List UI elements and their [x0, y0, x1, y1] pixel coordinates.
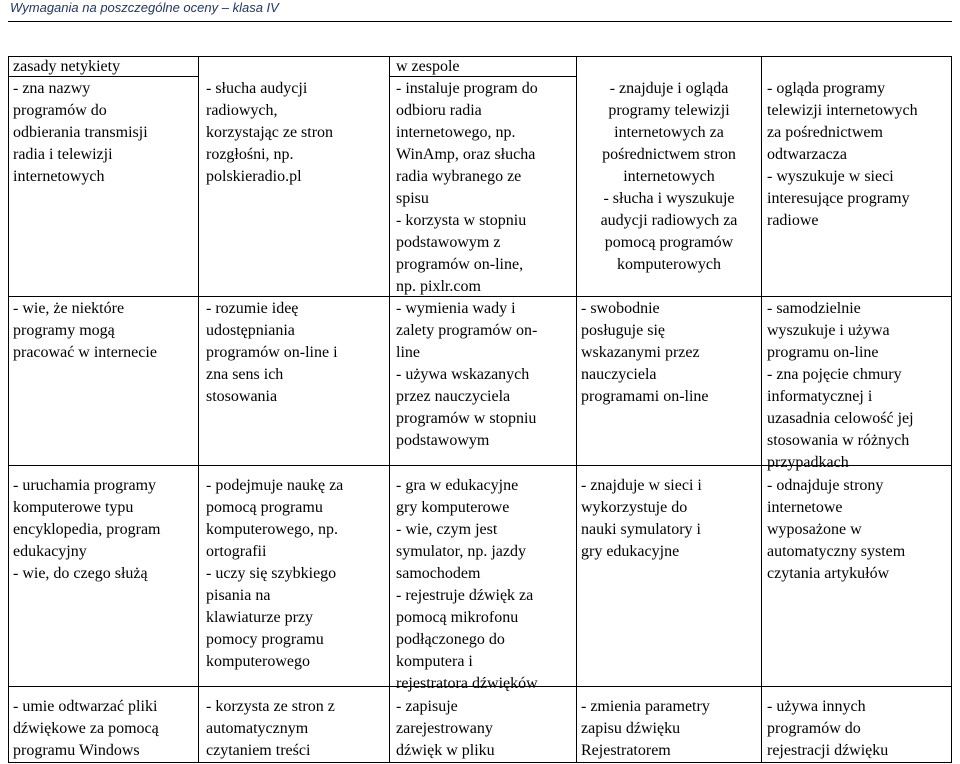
table-cell: w zespole	[396, 58, 460, 75]
table-cell: - podejmuje naukę za pomocą programu komputerowego, np. ortografii - uczy się szybkiego pisania na klawiaturze przy pomocy programu komputerowego	[206, 477, 344, 670]
table-cell: - odnajduje strony internetowe wyposażone w automatyczny system czytania artykułów	[767, 477, 906, 582]
column-divider	[576, 56, 577, 763]
table-cell: - zna nazwy programów do odbierania transmisji radia i telewizji internetowych	[13, 80, 148, 185]
table-cell: - korzysta ze stron z automatycznym czytaniem treści	[206, 698, 335, 759]
table-border-bottom	[8, 762, 952, 763]
table-cell: - słucha audycji radiowych, korzystając ze stron rozgłośni, np. polskieradio.pl	[206, 80, 334, 185]
table-cell: - znajduje w sieci i wykorzystuje do nauki symulatory i gry edukacyjne	[581, 477, 702, 560]
header-rule	[8, 21, 952, 22]
table-border-left	[8, 56, 9, 763]
table-cell: - gra w edukacyjne gry komputerowe - wie, czym jest symulator, np. jazdy samochodem - rejestruje dźwięk za pomocą mikrofonu podłączonego do komputera i rejestratora dźwięków	[396, 477, 538, 692]
table-cell: - znajduje i ogląda programy telewizji internetowych za pośrednictwem stron internetowych - słucha i wyszukuje audycji radiowych za pomocą programów komputerowych	[600, 80, 738, 273]
column-divider	[198, 56, 199, 763]
table-cell: - ogląda programy telewizji internetowych za pośrednictwem odtwarzacza - wyszukuje w sieci interesujące programy radiowe	[767, 80, 918, 229]
table-cell: - używa innych programów do rejestracji dźwięku	[767, 698, 889, 759]
table-border-right	[951, 56, 952, 763]
table-cell: - umie odtwarzać pliki dźwiękowe za pomocą programu Windows	[13, 698, 159, 759]
column-divider	[389, 56, 390, 763]
column-divider	[761, 56, 762, 763]
table-cell: - instaluje program do odbioru radia internetowego, np. WinAmp, oraz słucha radia wybranego ze spisu - korzysta w stopniu podstawowym z programów on-line, np. pixlr.com	[396, 80, 538, 295]
table-cell: - zapisuje zarejestrowany dźwięk w pliku	[396, 698, 495, 759]
table-cell: - zmienia parametry zapisu dźwięku Rejestratorem	[581, 698, 710, 759]
table-border-top	[8, 56, 952, 57]
table-cell: - samodzielnie wyszukuje i używa programu on-line - zna pojęcie chmury informatycznej i uzasadnia celowość jej stosowania w różnych przypadkach	[767, 300, 914, 471]
table-cell: - swobodnie posługuje się wskazanymi przez nauczyciela programami on-line	[581, 300, 709, 405]
table-cell: - wie, że niektóre programy mogą pracować w internecie	[13, 300, 157, 361]
table-cell: zasady netykiety	[13, 58, 121, 75]
document-header: Wymagania na poszczególne oceny – klasa IV	[10, 0, 279, 15]
requirements-table	[8, 56, 952, 763]
table-cell: - rozumie ideę udostępniania programów on-line i zna sens ich stosowania	[206, 300, 338, 405]
table-cell: - uruchamia programy komputerowe typu encyklopedia, program edukacyjny - wie, do czego służą	[13, 477, 161, 582]
table-cell: - wymienia wady i zalety programów on- line - używa wskazanych przez nauczyciela programów w stopniu podstawowym	[396, 300, 538, 449]
